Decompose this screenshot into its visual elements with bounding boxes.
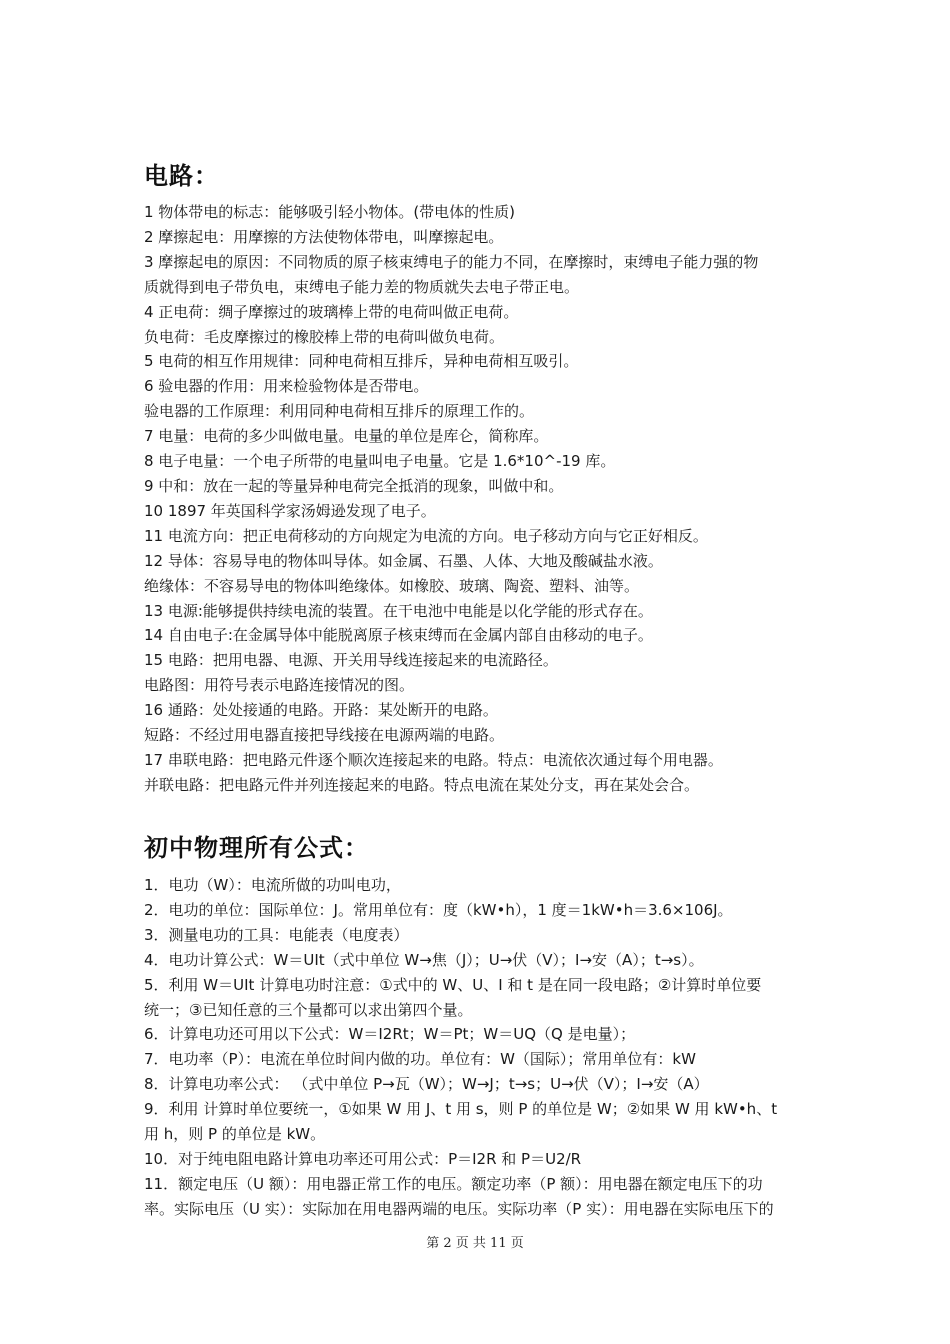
text-line: 率。实际电压（U 实）：实际加在用电器两端的电压。实际功率（P 实）：用电器在实际电压下的 xyxy=(144,1199,774,1218)
text-line: 验电器的工作原理：利用同种电荷相互排斥的原理工作的。 xyxy=(144,402,535,421)
page-footer: 第 2 页 共 11 页 xyxy=(426,1236,524,1251)
text-line: 绝缘体：不容易导电的物体叫绝缘体。如橡胶、玻璃、陶瓷、塑料、油等。 xyxy=(144,576,640,595)
text-line: 16 通路：处处接通的电路。开路：某处断开的电路。 xyxy=(144,701,498,720)
text-line: 3 摩擦起电的原因：不同物质的原子核束缚电子的能力不同，在摩擦时，束缚电子能力强的物 xyxy=(144,252,759,271)
text-line: 2．电功的单位：国际单位：J。常用单位有：度（kW•h），1 度＝1kW•h＝3.6×106J。 xyxy=(144,900,733,919)
section-title-formulas: 初中物理所有公式： xyxy=(144,834,369,862)
text-line: 9 中和：放在一起的等量异种电荷完全抵消的现象，叫做中和。 xyxy=(144,476,564,495)
text-line: 质就得到电子带负电，束缚电子能力差的物质就失去电子带正电。 xyxy=(144,277,580,296)
text-line: 12 导体：容易导电的物体叫导体。如金属、石墨、人体、大地及酸碱盐水液。 xyxy=(144,551,663,570)
text-line: 17 串联电路：把电路元件逐个顺次连接起来的电路。特点：电流依次通过每个用电器。 xyxy=(144,750,723,769)
text-line: 2 摩擦起电：用摩擦的方法使物体带电，叫摩擦起电。 xyxy=(144,227,504,246)
text-line: 4．电功计算公式：W＝UIt（式中单位 W→焦（J）；U→伏（V）；I→安（A）；t→s）。 xyxy=(144,950,704,969)
section-body-formulas xyxy=(144,873,810,1222)
text-line: 1．电功（W）：电流所做的功叫电功， xyxy=(144,876,401,894)
text-line: 11 电流方向：把正电荷移动的方向规定为电流的方向。电子移动方向与它正好相反。 xyxy=(144,526,708,545)
text-line: 电路图：用符号表示电路连接情况的图。 xyxy=(144,676,415,695)
text-line: 13 电源:能够提供持续电流的装置。在干电池中电能是以化学能的形式存在。 xyxy=(144,601,653,620)
text-line: 5．利用 W＝UIt 计算电功时注意：①式中的 W、U、I 和 t 是在同一段电路；②计算时单位要 xyxy=(144,975,762,994)
text-line: 6 验电器的作用：用来检验物体是否带电。 xyxy=(144,377,429,396)
text-line: 用 h，则 P 的单位是 kW。 xyxy=(144,1125,326,1144)
text-line: 8．计算电功率公式： （式中单位 P→瓦（W）；W→J；t→s；U→伏（V）；I→安（A） xyxy=(144,1075,709,1094)
text-line: 7．电功率（P）：电流在单位时间内做的功。单位有：W（国际）；常用单位有：kW xyxy=(144,1050,696,1069)
text-line: 3．测量电功的工具：电能表（电度表） xyxy=(144,925,409,944)
text-line: 并联电路：把电路元件并列连接起来的电路。特点电流在某处分支，再在某处会合。 xyxy=(144,775,700,794)
text-line: 1 物体带电的标志：能够吸引轻小物体。(带电体的性质) xyxy=(144,203,516,221)
text-line: 10．对于纯电阻电路计算电功率还可用公式：P＝I2R 和 P＝U2/R xyxy=(144,1149,582,1168)
text-line: 10 1897 年英国科学家汤姆逊发现了电子。 xyxy=(144,501,436,520)
text-line: 9．利用 计算时单位要统一，①如果 W 用 J、t 用 s，则 P 的单位是 W；②如果 W 用 kW•h、t xyxy=(144,1100,778,1119)
text-line: 11．额定电压（U 额）：用电器正常工作的电压。额定功率（P 额）：用电器在额定电压下的功 xyxy=(144,1174,763,1193)
text-line: 4 正电荷：绸子摩擦过的玻璃棒上带的电荷叫做正电荷。 xyxy=(144,302,519,321)
section-title-circuit: 电路： xyxy=(144,162,219,190)
text-line: 5 电荷的相互作用规律：同种电荷相互排斥，异种电荷相互吸引。 xyxy=(144,352,579,371)
text-line: 负电荷：毛皮摩擦过的橡胶棒上带的电荷叫做负电荷。 xyxy=(144,327,505,346)
text-line: 7 电量：电荷的多少叫做电量。电量的单位是库仑，简称库。 xyxy=(144,427,549,446)
section-body-circuit xyxy=(144,200,810,798)
text-line: 短路：不经过用电器直接把导线接在电源两端的电路。 xyxy=(144,726,505,745)
text-line: 统一；③已知任意的三个量都可以求出第四个量。 xyxy=(144,1000,473,1019)
text-line: 15 电路：把用电器、电源、开关用导线连接起来的电流路径。 xyxy=(144,651,558,670)
text-line: 14 自由电子:在金属导体中能脱离原子核束缚而在金属内部自由移动的电子。 xyxy=(144,626,653,645)
text-line: 8 电子电量：一个电子所带的电量叫电子电量。它是 1.6*10^-19 库。 xyxy=(144,452,616,471)
text-line: 6．计算电功还可用以下公式：W＝I2Rt；W＝Pt；W＝UQ（Q 是电量）； xyxy=(144,1025,636,1044)
